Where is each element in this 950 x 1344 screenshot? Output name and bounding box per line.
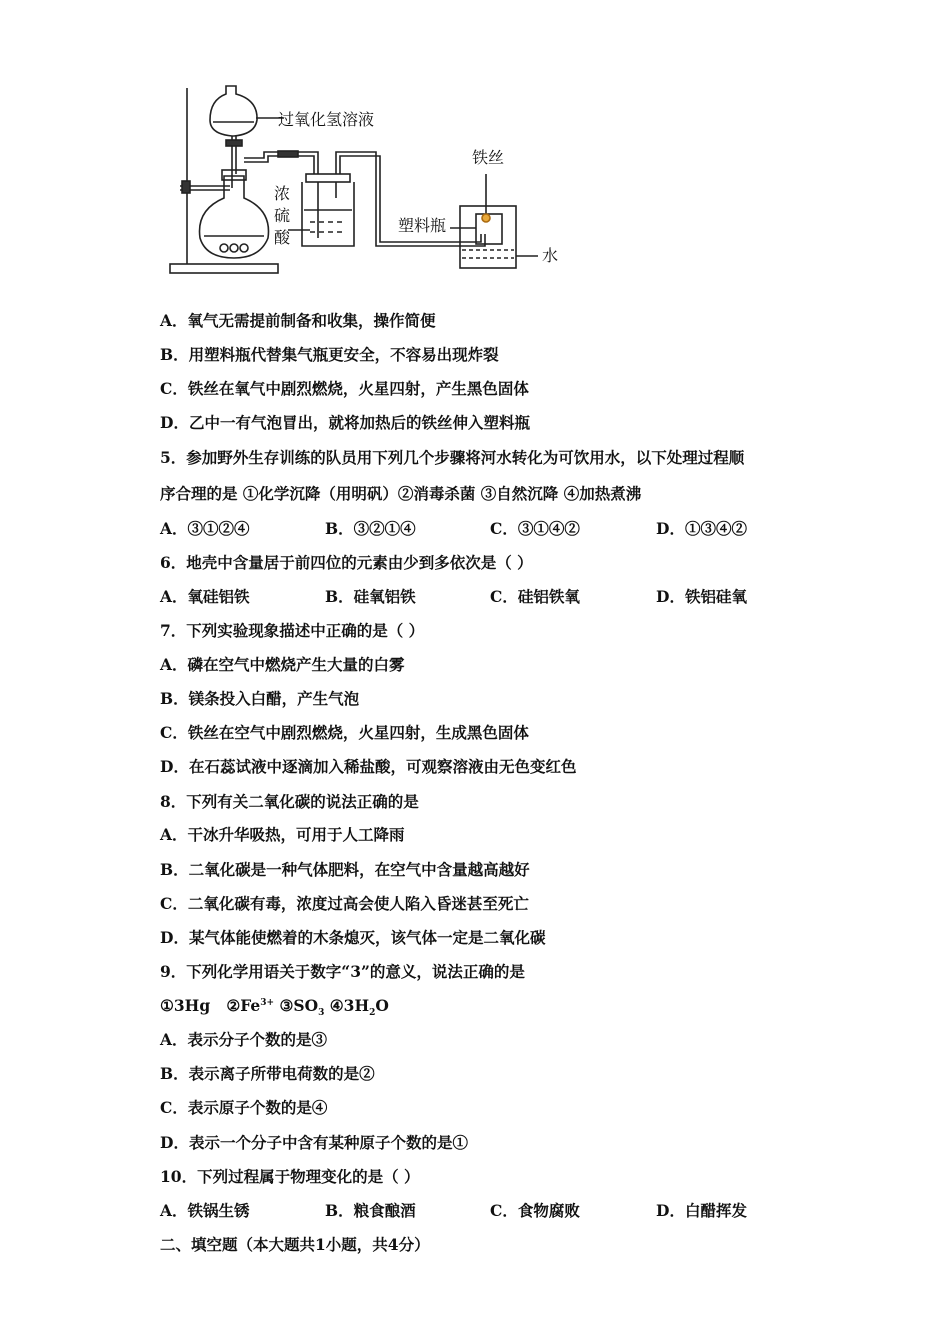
q7-stem: 7．下列实验现象描述中正确的是（ ）: [160, 621, 425, 640]
q5-option-b: B．③②①④: [325, 519, 416, 538]
label-acid-2: 硫: [274, 206, 291, 225]
q4-option-a: A．氧气无需提前制备和收集，操作简便: [160, 311, 436, 330]
q10-option-a: A．铁锅生锈: [160, 1201, 250, 1220]
q9-option-b: B．表示离子所带电荷数的是②: [160, 1064, 375, 1083]
q8-option-a: A．干冰升华吸热，可用于人工降雨: [160, 825, 405, 844]
label-acid-3: 酸: [274, 228, 291, 247]
apparatus-drawing: [160, 78, 580, 283]
q5-stem-line2: 序合理的是 ①化学沉降（用明矾）②消毒杀菌 ③自然沉降 ④加热煮沸: [160, 484, 642, 503]
section-2-heading: 二、填空题（本大题共1小题，共4分）: [160, 1235, 430, 1254]
q8-option-d: D．某气体能使燃着的木条熄灭，该气体一定是二氧化碳: [160, 928, 546, 947]
stand-base: [170, 264, 278, 273]
wash-bottle: [302, 182, 354, 246]
q5-option-d: D．①③④②: [656, 519, 747, 538]
q8-stem: 8．下列有关二氧化碳的说法正确的是: [160, 792, 419, 811]
q9-formula-3: $③SO_3$: [279, 996, 325, 1019]
q9-option-a: A．表示分子个数的是③: [160, 1030, 328, 1049]
q10-option-d: D．白醋挥发: [656, 1201, 747, 1220]
q4-option-d: D．乙中一有气泡冒出，就将加热后的铁丝伸入塑料瓶: [160, 413, 530, 432]
q9-formula-4: $④3H_2O$: [329, 996, 389, 1019]
bottle-stopper: [306, 174, 350, 182]
flask: [200, 176, 269, 258]
q7-option-d: D．在石蕊试液中逐滴加入稀盐酸，可观察溶液由无色变红色: [160, 757, 577, 776]
q8-option-c: C．二氧化碳有毒，浓度过高会使人陷入昏迷甚至死亡: [160, 894, 529, 913]
label-iron-wire: 铁丝: [472, 148, 505, 167]
q4-option-b: B．用塑料瓶代替集气瓶更安全，不容易出现炸裂: [160, 345, 499, 364]
q10-option-c: C．食物腐败: [490, 1201, 580, 1220]
q9-formulas: [160, 996, 389, 1019]
apparatus-figure: [160, 78, 580, 283]
q5-stem-line1: 5．参加野外生存训练的队员用下列几个步骤将河水转化为可饮用水，以下处理过程顺: [160, 448, 745, 467]
label-plastic-bottle: 塑料瓶: [398, 216, 447, 235]
q10-stem: 10．下列过程属于物理变化的是（ ）: [160, 1167, 420, 1186]
q6-stem: 6．地壳中含量居于前四位的元素由少到多依次是（ ）: [160, 553, 533, 572]
q9-formula-2: $②Fe^{3+}$: [226, 996, 275, 1015]
q6-option-d: D．铁铝硅氧: [656, 587, 747, 606]
q5-option-a: A．③①②④: [160, 519, 250, 538]
q9-option-c: C．表示原子个数的是④: [160, 1098, 328, 1117]
q7-option-c: C．铁丝在空气中剧烈燃烧，火星四射，生成黑色固体: [160, 723, 529, 742]
q6-option-c: C．硅铝铁氧: [490, 587, 580, 606]
label-water: 水: [542, 246, 559, 265]
q9-option-d: D．表示一个分子中含有某种原子个数的是①: [160, 1133, 468, 1152]
q7-option-a: A．磷在空气中燃烧产生大量的白雾: [160, 655, 405, 674]
label-h2o2-solution: 过氧化氢溶液: [278, 110, 375, 129]
q9-formula-1: ①3Hg: [160, 996, 211, 1015]
q6-option-a: A．氧硅铝铁: [160, 587, 250, 606]
q4-option-c: C．铁丝在氧气中剧烈燃烧，火星四射，产生黑色固体: [160, 379, 529, 398]
funnel: [210, 86, 257, 136]
label-acid-1: 浓: [274, 184, 291, 203]
q6-option-b: B．硅氧铝铁: [325, 587, 416, 606]
q8-option-b: B．二氧化碳是一种气体肥料，在空气中含量越高越好: [160, 860, 530, 879]
q9-stem: 9．下列化学用语关于数字“3”的意义，说法正确的是: [160, 962, 525, 981]
q10-option-b: B．粮食酿酒: [325, 1201, 416, 1220]
q7-option-b: B．镁条投入白醋，产生气泡: [160, 689, 360, 708]
q5-option-c: C．③①④②: [490, 519, 580, 538]
